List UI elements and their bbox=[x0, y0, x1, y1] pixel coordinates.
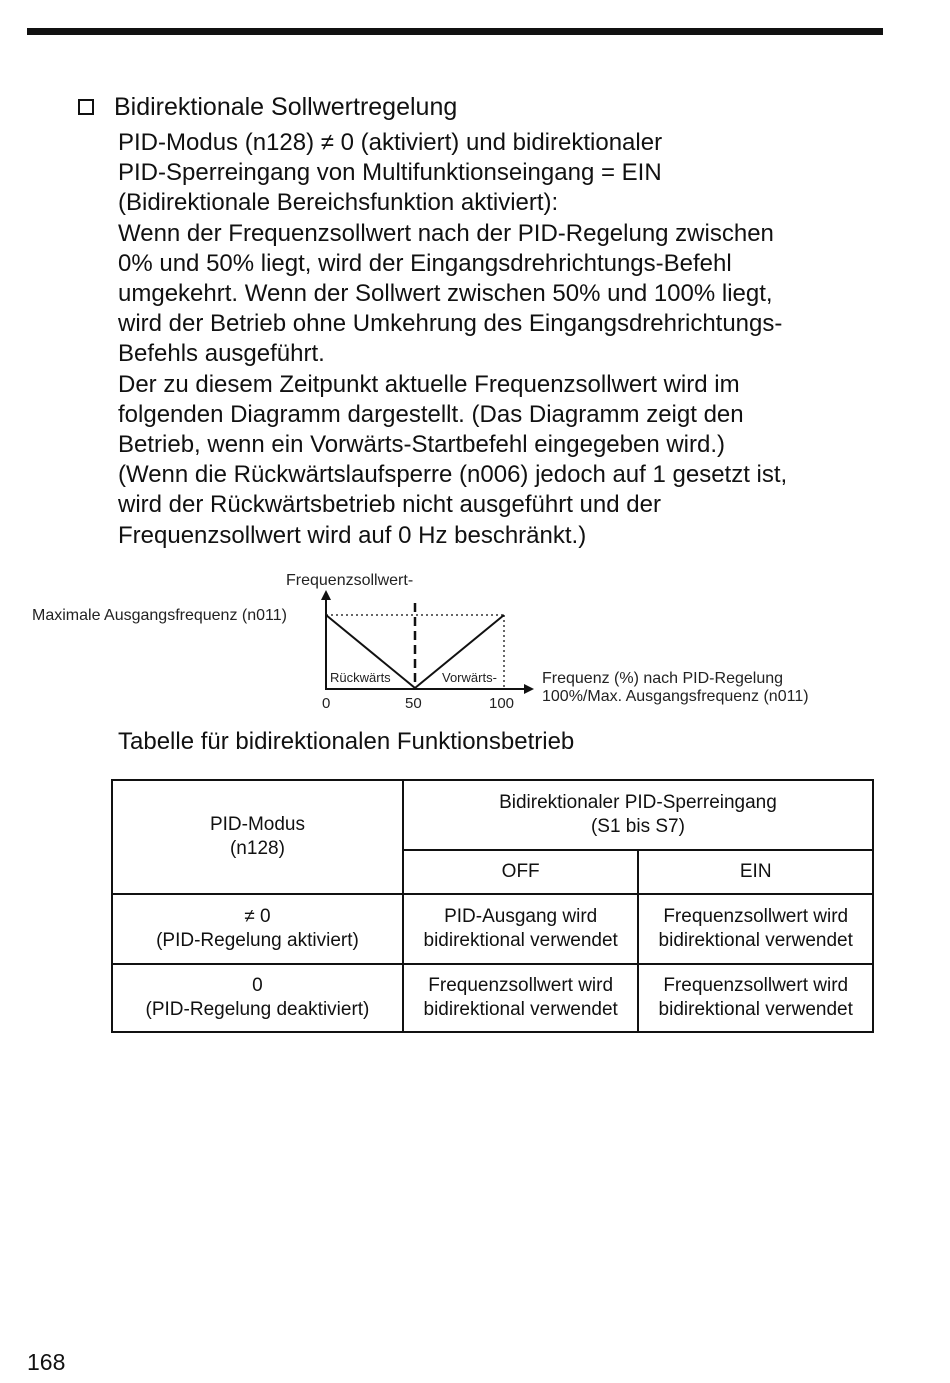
body-line: Der zu diesem Zeitpunkt aktuelle Frequenzsollwert wird im bbox=[118, 370, 740, 398]
cell-line: 0 bbox=[252, 975, 263, 996]
section-heading bbox=[78, 92, 457, 122]
y-axis-label: Frequenzsollwert- bbox=[286, 572, 414, 589]
tick-label-100: 100 bbox=[489, 695, 515, 712]
cell-off bbox=[403, 964, 639, 1032]
header-pid-lock-input bbox=[403, 780, 873, 850]
body-line: umgekehrt. Wenn der Sollwert zwischen 50% und 100% liegt, bbox=[118, 280, 773, 308]
body-line: (Wenn die Rückwärtslaufsperre (n006) jedoch auf 1 gesetzt ist, bbox=[118, 461, 788, 489]
body-line: Wenn der Frequenzsollwert nach der PID-Regelung zwischen bbox=[118, 219, 774, 247]
x-axis-arrow bbox=[524, 684, 534, 694]
cell-line: bidirektional verwendet bbox=[423, 930, 618, 951]
body-text bbox=[118, 128, 888, 551]
table-row bbox=[112, 964, 873, 1032]
top-rule bbox=[27, 28, 883, 35]
cell-mode bbox=[112, 964, 403, 1032]
cell-ein bbox=[638, 964, 873, 1032]
tick-label-0: 0 bbox=[322, 695, 331, 712]
cell-mode bbox=[112, 894, 403, 964]
header-pid-lock-line1: Bidirektionaler PID-Sperreingang bbox=[499, 792, 777, 813]
checkbox-icon bbox=[78, 99, 94, 115]
tick-label-50: 50 bbox=[405, 695, 422, 712]
x-axis-label-line2: 100%/Max. Ausgangsfrequenz (n011) bbox=[542, 688, 809, 705]
body-line: Frequenzsollwert wird auf 0 Hz beschränkt.) bbox=[118, 521, 587, 549]
table-title: Tabelle für bidirektionalen Funktionsbetrieb bbox=[118, 728, 575, 755]
bidirectional-frequency-diagram bbox=[0, 560, 950, 720]
header-pid-mode-line2: (n128) bbox=[229, 838, 285, 859]
header-ein: EIN bbox=[638, 850, 873, 894]
cell-ein bbox=[638, 894, 873, 964]
reverse-label: Rückwärts bbox=[330, 670, 391, 685]
body-line: PID-Modus (n128) ≠ 0 (aktiviert) und bidirektionaler bbox=[118, 129, 663, 156]
max-frequency-label: Maximale Ausgangsfrequenz (n011) bbox=[32, 607, 287, 624]
body-line: (Bidirektionale Bereichsfunktion aktiviert): bbox=[118, 189, 559, 217]
cell-line: Frequenzsollwert wird bbox=[663, 975, 849, 996]
cell-line: Frequenzsollwert wird bbox=[663, 906, 849, 927]
header-pid-mode bbox=[112, 780, 403, 894]
body-line: wird der Betrieb ohne Umkehrung des Eingangsdrehrichtungs- bbox=[118, 310, 783, 338]
body-line: 0% und 50% liegt, wird der Eingangsdrehrichtungs-Befehl bbox=[118, 249, 732, 277]
page-number: 168 bbox=[27, 1349, 66, 1375]
cell-line: bidirektional verwendet bbox=[658, 930, 853, 951]
header-pid-mode-line1: PID-Modus bbox=[209, 814, 305, 835]
cell-off bbox=[403, 894, 639, 964]
x-axis-label-line1: Frequenz (%) nach PID-Regelung bbox=[542, 670, 784, 687]
body-line: Befehls ausgeführt. bbox=[118, 340, 325, 368]
cell-line: Frequenzsollwert wird bbox=[428, 975, 614, 996]
body-line: PID-Sperreingang von Multifunktionseingang = EIN bbox=[118, 159, 662, 187]
y-axis-arrow bbox=[321, 590, 331, 600]
cell-line: (PID-Regelung aktiviert) bbox=[156, 930, 359, 951]
cell-line: ≠ 0 bbox=[244, 906, 271, 927]
body-line: Betrieb, wenn ein Vorwärts-Startbefehl eingegeben wird.) bbox=[118, 431, 726, 459]
forward-label: Vorwärts- bbox=[442, 670, 497, 685]
body-line: folgenden Diagramm dargestellt. (Das Diagramm zeigt den bbox=[118, 400, 744, 428]
cell-line: bidirektional verwendet bbox=[658, 999, 853, 1020]
header-off: OFF bbox=[403, 850, 639, 894]
body-line: wird der Rückwärtsbetrieb nicht ausgeführt und der bbox=[118, 491, 661, 519]
cell-line: bidirektional verwendet bbox=[423, 999, 618, 1020]
cell-line: PID-Ausgang wird bbox=[444, 906, 598, 927]
bidirectional-function-table bbox=[111, 779, 874, 1033]
header-pid-lock-line2: (S1 bis S7) bbox=[590, 816, 685, 837]
cell-line: (PID-Regelung deaktiviert) bbox=[145, 999, 370, 1020]
heading-text: Bidirektionale Sollwertregelung bbox=[114, 93, 458, 121]
table-row bbox=[112, 894, 873, 964]
